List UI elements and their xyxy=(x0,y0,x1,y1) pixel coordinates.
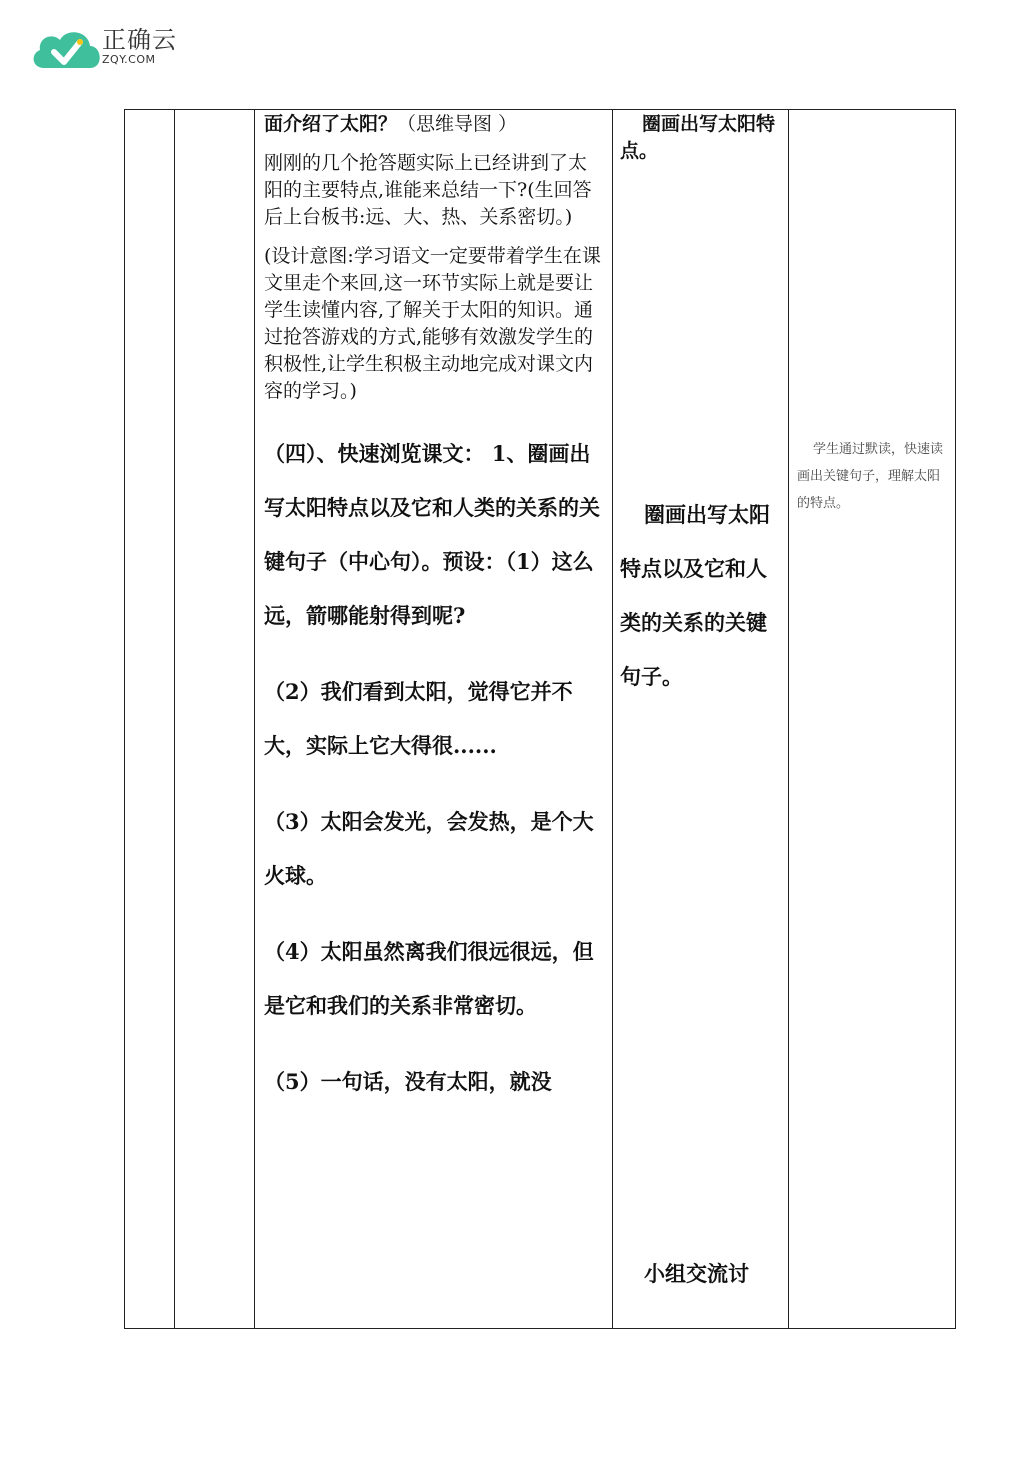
student-activity-text: 圈画出写太阳特点以及它和人类的关系的关键句子。 xyxy=(620,502,770,689)
student-activity-text: 小组交流讨 xyxy=(644,1261,749,1286)
design-intent-paragraph: (设计意图:学习语文一定要带着学生在课文里走个来回,这一环节实际上就是要让学生读懂内容,了解关于太阳的知识。通过抢答游戏的方式,能够有效激发学生的积极性,让学生积极主动地完成对课文内容的学习。) xyxy=(264,245,601,402)
student-activity-text: 圈画出写太阳特点。 xyxy=(620,113,776,162)
intent-column xyxy=(797,436,947,517)
student-activity-1 xyxy=(620,109,778,165)
content-heading: 面介绍了太阳？ xyxy=(264,113,398,135)
column-divider xyxy=(612,110,613,1328)
teaching-content-column xyxy=(264,109,604,1109)
column-divider xyxy=(254,110,255,1328)
student-activity-3 xyxy=(620,1247,778,1301)
section-four-paragraph: （四）、快速浏览课文： 1、圈画出写太阳特点以及它和人类的关系的关键句子（中心句）。预设：（1）这么远，箭哪能射得到呢? xyxy=(264,441,600,628)
content-paragraph: 刚刚的几个抢答题实际上已经讲到了太阳的主要特点,谁能来总结一下?(生回答后上台板书:远、大、热、关系密切。) xyxy=(264,152,592,228)
column-divider xyxy=(174,110,175,1328)
logo-name-cn: 正确云 xyxy=(102,26,177,54)
example-paragraph: （4）太阳虽然离我们很远很远，但是它和我们的关系非常密切。 xyxy=(264,939,594,1018)
example-paragraph: （5）一句话，没有太阳，就没 xyxy=(264,1069,552,1094)
column-divider xyxy=(788,110,789,1328)
example-paragraph: （3）太阳会发光，会发热，是个大火球。 xyxy=(264,809,594,888)
content-paragraph xyxy=(264,111,604,138)
logo-name-en: ZQY.COM xyxy=(102,53,156,66)
content-note: （思维导图 ） xyxy=(397,113,518,135)
logo-text xyxy=(102,26,177,66)
intent-text: 学生通过默读，快速读画出关键句子，理解太阳的特点。 xyxy=(797,442,944,511)
example-paragraph: （2）我们看到太阳，觉得它并不大，实际上它大得很...... xyxy=(264,679,573,758)
student-activity-2 xyxy=(620,488,778,704)
